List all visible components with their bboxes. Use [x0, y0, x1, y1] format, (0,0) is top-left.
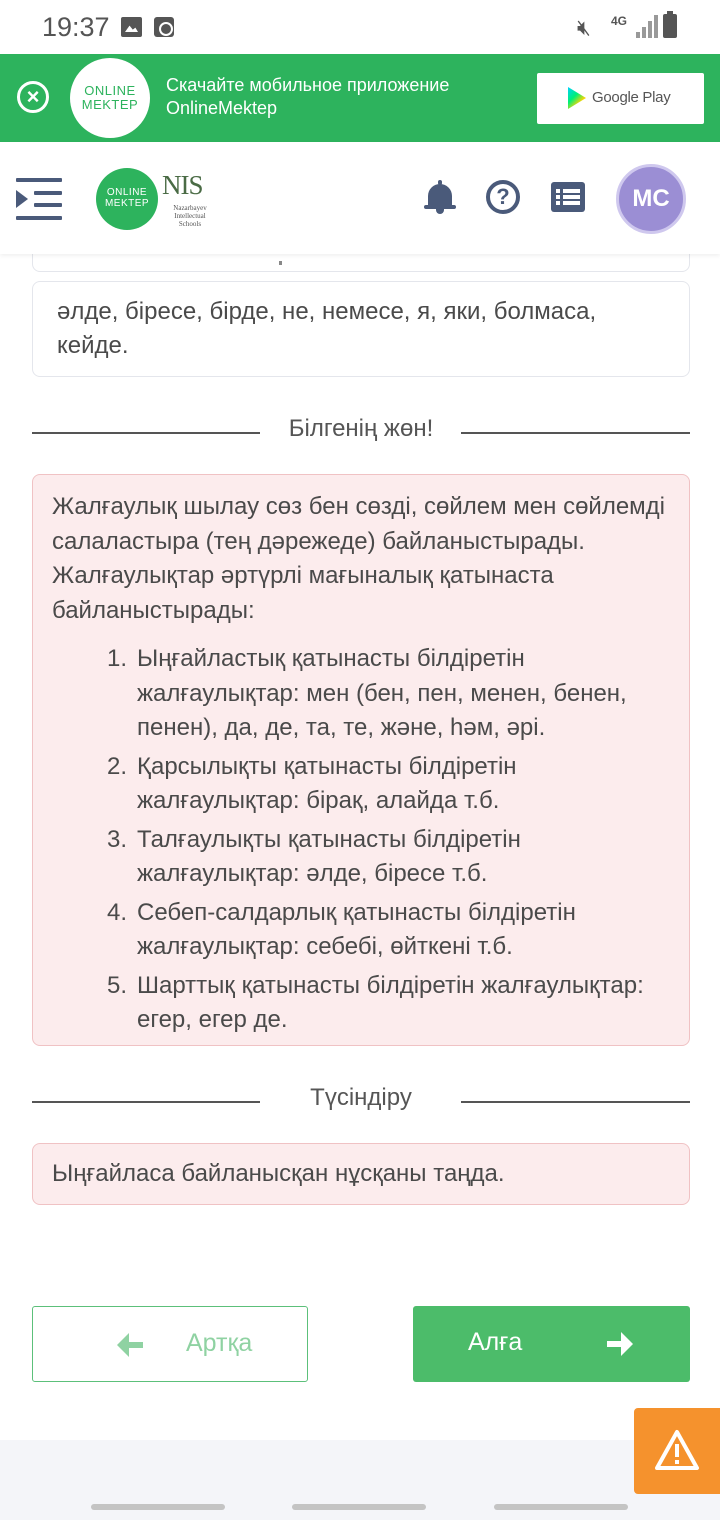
onlinemektep-logo: ONLINE MEKTEP: [70, 58, 150, 138]
app-header: [0, 142, 720, 254]
google-play-icon: [568, 87, 586, 109]
next-label: Алға: [468, 1328, 523, 1356]
list-item: 4. Себеп-салдарлық қатынасты білдіретін жалғаулықтар: себебі, өйткені т.б.: [107, 898, 576, 960]
status-time: 19:37: [42, 12, 110, 42]
explain-box: Ыңғайласа байланысқан нұсқаны таңда.: [32, 1143, 690, 1205]
list-icon[interactable]: [551, 182, 585, 212]
explain-section-title: Түсіндіру: [310, 1084, 412, 1111]
info-box: [32, 474, 690, 1046]
back-label: Артқа: [186, 1329, 253, 1357]
image-icon: [121, 17, 142, 37]
nav-recent-handle[interactable]: [91, 1504, 225, 1510]
nav-home-handle[interactable]: [292, 1504, 426, 1510]
battery-icon: [663, 14, 677, 38]
back-button[interactable]: [32, 1306, 308, 1382]
lesson-content: [0, 254, 720, 1440]
next-button[interactable]: [413, 1306, 690, 1382]
list-item: 3. Талғаулықты қатынасты білдіретін жалғаулықтар: әлде, біресе т.б.: [107, 825, 521, 887]
know-section-title: Білгенің жөн!: [288, 415, 434, 442]
nav-back-handle[interactable]: [494, 1504, 628, 1510]
google-play-button[interactable]: [537, 73, 704, 124]
info-intro: Жалғаулық шылау сөз бен сөзді, сөйлем мен сөйлемді салаластыра (тең дәрежеде) байланыстырады. Жалғаулықтар әртүрлі мағыналық қатынаста байланыстырады:: [52, 493, 666, 624]
google-play-label: Google Play: [592, 89, 671, 106]
list-item: 2. Қарсылықты қатынасты білдіретін жалғаулықтар: бірақ, алайда т.б.: [107, 752, 517, 814]
answer-card: әлде, біресе, бірде, не, немесе, я, яки, болмаса, кейде.: [32, 281, 690, 377]
previous-card: [32, 254, 690, 272]
nis-logo: NIS Nazarbayev Intellectual Schools: [162, 170, 207, 228]
list-item: 5. Шарттық қатынасты білдіретін жалғаулықтар: егер, егер де.: [107, 971, 644, 1033]
info-list: [52, 642, 670, 1038]
promo-message: Скачайте мобильное приложение OnlineMektep: [166, 75, 450, 118]
list-item: 1. Ыңғайластық қатынасты білдіретін жалғаулықтар: мен (бен, пен, менен, бенен, пенен), да, де, та, те, және, һәм, әрі.: [107, 645, 627, 741]
bell-icon[interactable]: [424, 180, 456, 216]
arrow-right-icon: [607, 1332, 633, 1356]
menu-icon[interactable]: [16, 178, 62, 220]
arrow-left-icon: [117, 1333, 143, 1357]
user-avatar[interactable]: MC: [616, 164, 686, 234]
app-promo-banner: [0, 54, 720, 142]
network-type: 4G: [611, 14, 628, 28]
report-button[interactable]: [634, 1408, 720, 1494]
know-section-header: [32, 415, 690, 449]
close-icon[interactable]: ×: [17, 81, 49, 113]
mute-icon: 🔇︎: [577, 15, 591, 40]
status-bar: [0, 0, 720, 54]
signal-icon: [636, 14, 658, 38]
help-icon[interactable]: ?: [486, 180, 520, 214]
explain-section-header: [32, 1084, 690, 1118]
warning-icon: [654, 1429, 700, 1471]
record-icon: [154, 17, 174, 37]
onlinemektep-logo[interactable]: ONLINE MEKTEP: [96, 168, 158, 230]
system-nav-bar: [0, 1494, 720, 1520]
